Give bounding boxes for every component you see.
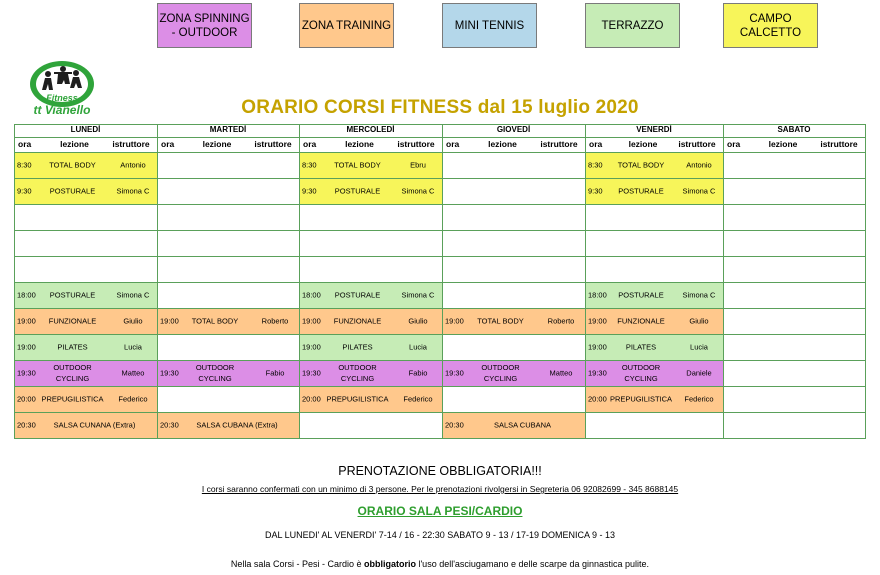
grid-line-horizontal [14, 412, 866, 413]
grid-line-horizontal [14, 334, 866, 335]
slot-time: 19:30 [445, 368, 464, 378]
slot-time: 19:00 [17, 342, 36, 352]
slot-instructor: Matteo [121, 368, 145, 378]
class-slot [442, 412, 585, 438]
grid-line-horizontal [14, 360, 866, 361]
class-slot [14, 412, 157, 438]
class-slot [442, 360, 585, 386]
slot-lesson: TOTAL BODY [334, 160, 381, 170]
grid-line-horizontal [14, 137, 866, 138]
slot-lesson: PREPUGILISTICA [609, 394, 673, 404]
weights-title: ORARIO SALA PESI/CARDIO [357, 504, 523, 518]
class-slot [585, 308, 723, 334]
slot-lesson: TOTAL BODY [191, 316, 239, 326]
slot-lesson: PREPUGILISTICA [326, 394, 389, 404]
slot-time: 20:00 [302, 394, 321, 404]
slot-time: 8:30 [588, 160, 603, 170]
slot-time: 9:30 [302, 186, 317, 196]
legend-zona-spinning-outdoor: ZONA SPINNING - OUTDOOR [157, 3, 252, 48]
slot-lesson: SALSA CUBANA [493, 420, 552, 430]
slot-instructor: Matteo [549, 368, 573, 378]
slot-lesson: POSTURALE [334, 290, 381, 300]
column-header-lezione: lezione [628, 139, 658, 149]
slot-instructor: Ebru [410, 160, 426, 170]
column-header-istruttore: istruttore [112, 139, 150, 149]
slot-time: 20:30 [445, 420, 464, 430]
class-slot [14, 360, 157, 386]
slot-lesson: PILATES [57, 342, 88, 352]
column-header-ora: ora [161, 139, 175, 149]
logo-line2: tt Vianello [33, 103, 91, 117]
grid-line-horizontal [14, 256, 866, 257]
class-slot [157, 308, 299, 334]
slot-time: 8:30 [17, 160, 32, 170]
class-slot [299, 334, 442, 360]
slot-instructor: Giulio [123, 316, 143, 326]
slot-time: 20:00 [17, 394, 36, 404]
slot-instructor: Simona C [116, 290, 150, 300]
slot-lesson: OUTDOOR CYCLING [621, 363, 661, 383]
class-slot [14, 282, 157, 308]
class-slot [157, 412, 299, 438]
grid-line-horizontal [14, 282, 866, 283]
legend-campo-calcetto: CAMPO CALCETTO [723, 3, 818, 48]
column-header-istruttore: istruttore [820, 139, 858, 149]
slot-lesson: POSTURALE [334, 186, 381, 196]
grid-line-horizontal [14, 230, 866, 231]
grid-line-horizontal [14, 204, 866, 205]
grid-line-horizontal [14, 438, 866, 439]
hygiene-note: Nella sala Corsi - Pesi - Cardio è obbligatorio l'uso dell'asciugamano e delle scarpe da ginnastica pulite. [230, 559, 650, 569]
grid-line-horizontal [14, 152, 866, 153]
column-header-ora: ora [446, 139, 460, 149]
slot-instructor: Roberto [261, 316, 289, 326]
class-slot [585, 282, 723, 308]
slot-time: 20:30 [160, 420, 179, 430]
class-slot [14, 386, 157, 412]
grid-line-horizontal [14, 308, 866, 309]
slot-instructor: Roberto [547, 316, 575, 326]
slot-lesson: FUNZIONALE [617, 316, 665, 326]
slot-time: 18:00 [302, 290, 321, 300]
slot-instructor: Antonio [120, 160, 146, 170]
slot-time: 19:00 [302, 342, 321, 352]
column-header-lezione: lezione [345, 139, 374, 149]
booking-note: I corsi saranno confermati con un minimo di 3 persone. Per le prenotazioni rivolgersi in Segreteria 06 92082699 - 345 8688145 [201, 484, 679, 494]
column-header-ora: ora [303, 139, 317, 149]
slot-lesson: TOTAL BODY [477, 316, 524, 326]
class-slot [299, 360, 442, 386]
column-header-istruttore: istruttore [540, 139, 578, 149]
slot-lesson: FUNZIONALE [333, 316, 382, 326]
class-slot [585, 334, 723, 360]
column-header-istruttore: istruttore [254, 139, 292, 149]
slot-lesson: POSTURALE [618, 290, 664, 300]
slot-instructor: Simona C [116, 186, 150, 196]
slot-instructor: Daniele [686, 368, 712, 378]
class-slot [14, 178, 157, 204]
slot-instructor: Simona C [682, 186, 716, 196]
slot-instructor: Lucia [124, 342, 142, 352]
slot-time: 19:30 [302, 368, 321, 378]
slot-time: 18:00 [588, 290, 607, 300]
class-slot [14, 334, 157, 360]
day-header: VENERDÌ [636, 125, 672, 134]
day-header: GIOVEDÌ [496, 125, 531, 134]
slot-instructor: Fabio [408, 368, 428, 378]
slot-lesson: POSTURALE [49, 290, 96, 300]
weights-hours: DAL LUNEDI' AL VENERDI' 7-14 / 16 - 22:30 SABATO 9 - 13 / 17-19 DOMENICA 9 - 13 [264, 530, 616, 540]
column-header-ora: ora [727, 139, 741, 149]
slot-time: 20:30 [17, 420, 36, 430]
legend-mini-tennis: MINI TENNIS [442, 3, 537, 48]
slot-instructor: Antonio [686, 160, 712, 170]
day-header: SABATO [777, 125, 811, 134]
slot-lesson: PREPUGILISTICA [41, 394, 104, 404]
slot-time: 8:30 [302, 160, 317, 170]
slot-lesson: OUTDOOR CYCLING [481, 363, 520, 383]
slot-instructor: Giulio [408, 316, 428, 326]
class-slot [442, 308, 585, 334]
column-header-istruttore: istruttore [397, 139, 435, 149]
slot-time: 18:00 [17, 290, 36, 300]
class-slot [585, 178, 723, 204]
class-slot [585, 386, 723, 412]
column-header-lezione: lezione [488, 139, 517, 149]
slot-lesson: SALSA CUNANA (Extra) [53, 420, 136, 430]
grid-line-horizontal [14, 386, 866, 387]
slot-instructor: Giulio [689, 316, 709, 326]
slot-instructor: Simona C [682, 290, 716, 300]
slot-time: 19:30 [160, 368, 179, 378]
class-slot [14, 308, 157, 334]
slot-lesson: PILATES [342, 342, 373, 352]
slot-instructor: Federico [684, 394, 714, 404]
slot-time: 19:00 [302, 316, 321, 326]
class-slot [299, 282, 442, 308]
slot-time: 20:00 [588, 394, 607, 404]
slot-instructor: Lucia [409, 342, 427, 352]
class-slot [299, 386, 442, 412]
class-slot [585, 152, 723, 178]
slot-lesson: PILATES [625, 342, 657, 352]
class-slot [585, 360, 723, 386]
column-header-istruttore: istruttore [678, 139, 716, 149]
class-slot [157, 360, 299, 386]
slot-time: 19:00 [588, 316, 607, 326]
booking-title: PRENOTAZIONE OBBLIGATORIA!!! [338, 464, 542, 478]
slot-instructor: Federico [118, 394, 148, 404]
class-slot [299, 308, 442, 334]
grid-line-horizontal [14, 178, 866, 179]
slot-time: 19:30 [17, 368, 36, 378]
slot-time: 19:00 [588, 342, 607, 352]
column-header-ora: ora [589, 139, 603, 149]
column-header-lezione: lezione [202, 139, 232, 149]
slot-lesson: OUTDOOR CYCLING [53, 363, 92, 383]
slot-lesson: FUNZIONALE [48, 316, 97, 326]
column-header-lezione: lezione [60, 139, 89, 149]
legend-terrazzo: TERRAZZO [585, 3, 680, 48]
class-slot [299, 152, 442, 178]
slot-time: 19:30 [588, 368, 607, 378]
column-header-ora: ora [18, 139, 32, 149]
slot-instructor: Fabio [265, 368, 285, 378]
slot-lesson: OUTDOOR CYCLING [338, 363, 377, 383]
slot-time: 9:30 [588, 186, 603, 196]
slot-time: 9:30 [17, 186, 32, 196]
slot-instructor: Lucia [690, 342, 708, 352]
slot-lesson: TOTAL BODY [617, 160, 665, 170]
slot-instructor: Simona C [401, 290, 435, 300]
slot-lesson: POSTURALE [618, 186, 664, 196]
slot-lesson: TOTAL BODY [49, 160, 96, 170]
slot-time: 19:00 [160, 316, 179, 326]
legend-zona-training: ZONA TRAINING [299, 3, 394, 48]
slot-time: 19:00 [17, 316, 36, 326]
slot-instructor: Federico [403, 394, 433, 404]
day-header: LUNEDÌ [70, 125, 101, 134]
class-slot [299, 178, 442, 204]
logo-line1: Fitness [46, 93, 78, 103]
page-title: ORARIO CORSI FITNESS dal 15 luglio 2020 [241, 97, 639, 118]
day-header: MARTEDÌ [209, 125, 247, 134]
class-slot [14, 152, 157, 178]
slot-lesson: SALSA CUBANA (Extra) [196, 420, 278, 430]
slot-instructor: Simona C [401, 186, 435, 196]
grid-line-horizontal [14, 124, 866, 125]
slot-lesson: OUTDOOR CYCLING [195, 363, 235, 383]
day-header: MERCOLEDÌ [346, 125, 395, 134]
slot-time: 19:00 [445, 316, 464, 326]
column-header-lezione: lezione [768, 139, 798, 149]
slot-lesson: POSTURALE [49, 186, 96, 196]
